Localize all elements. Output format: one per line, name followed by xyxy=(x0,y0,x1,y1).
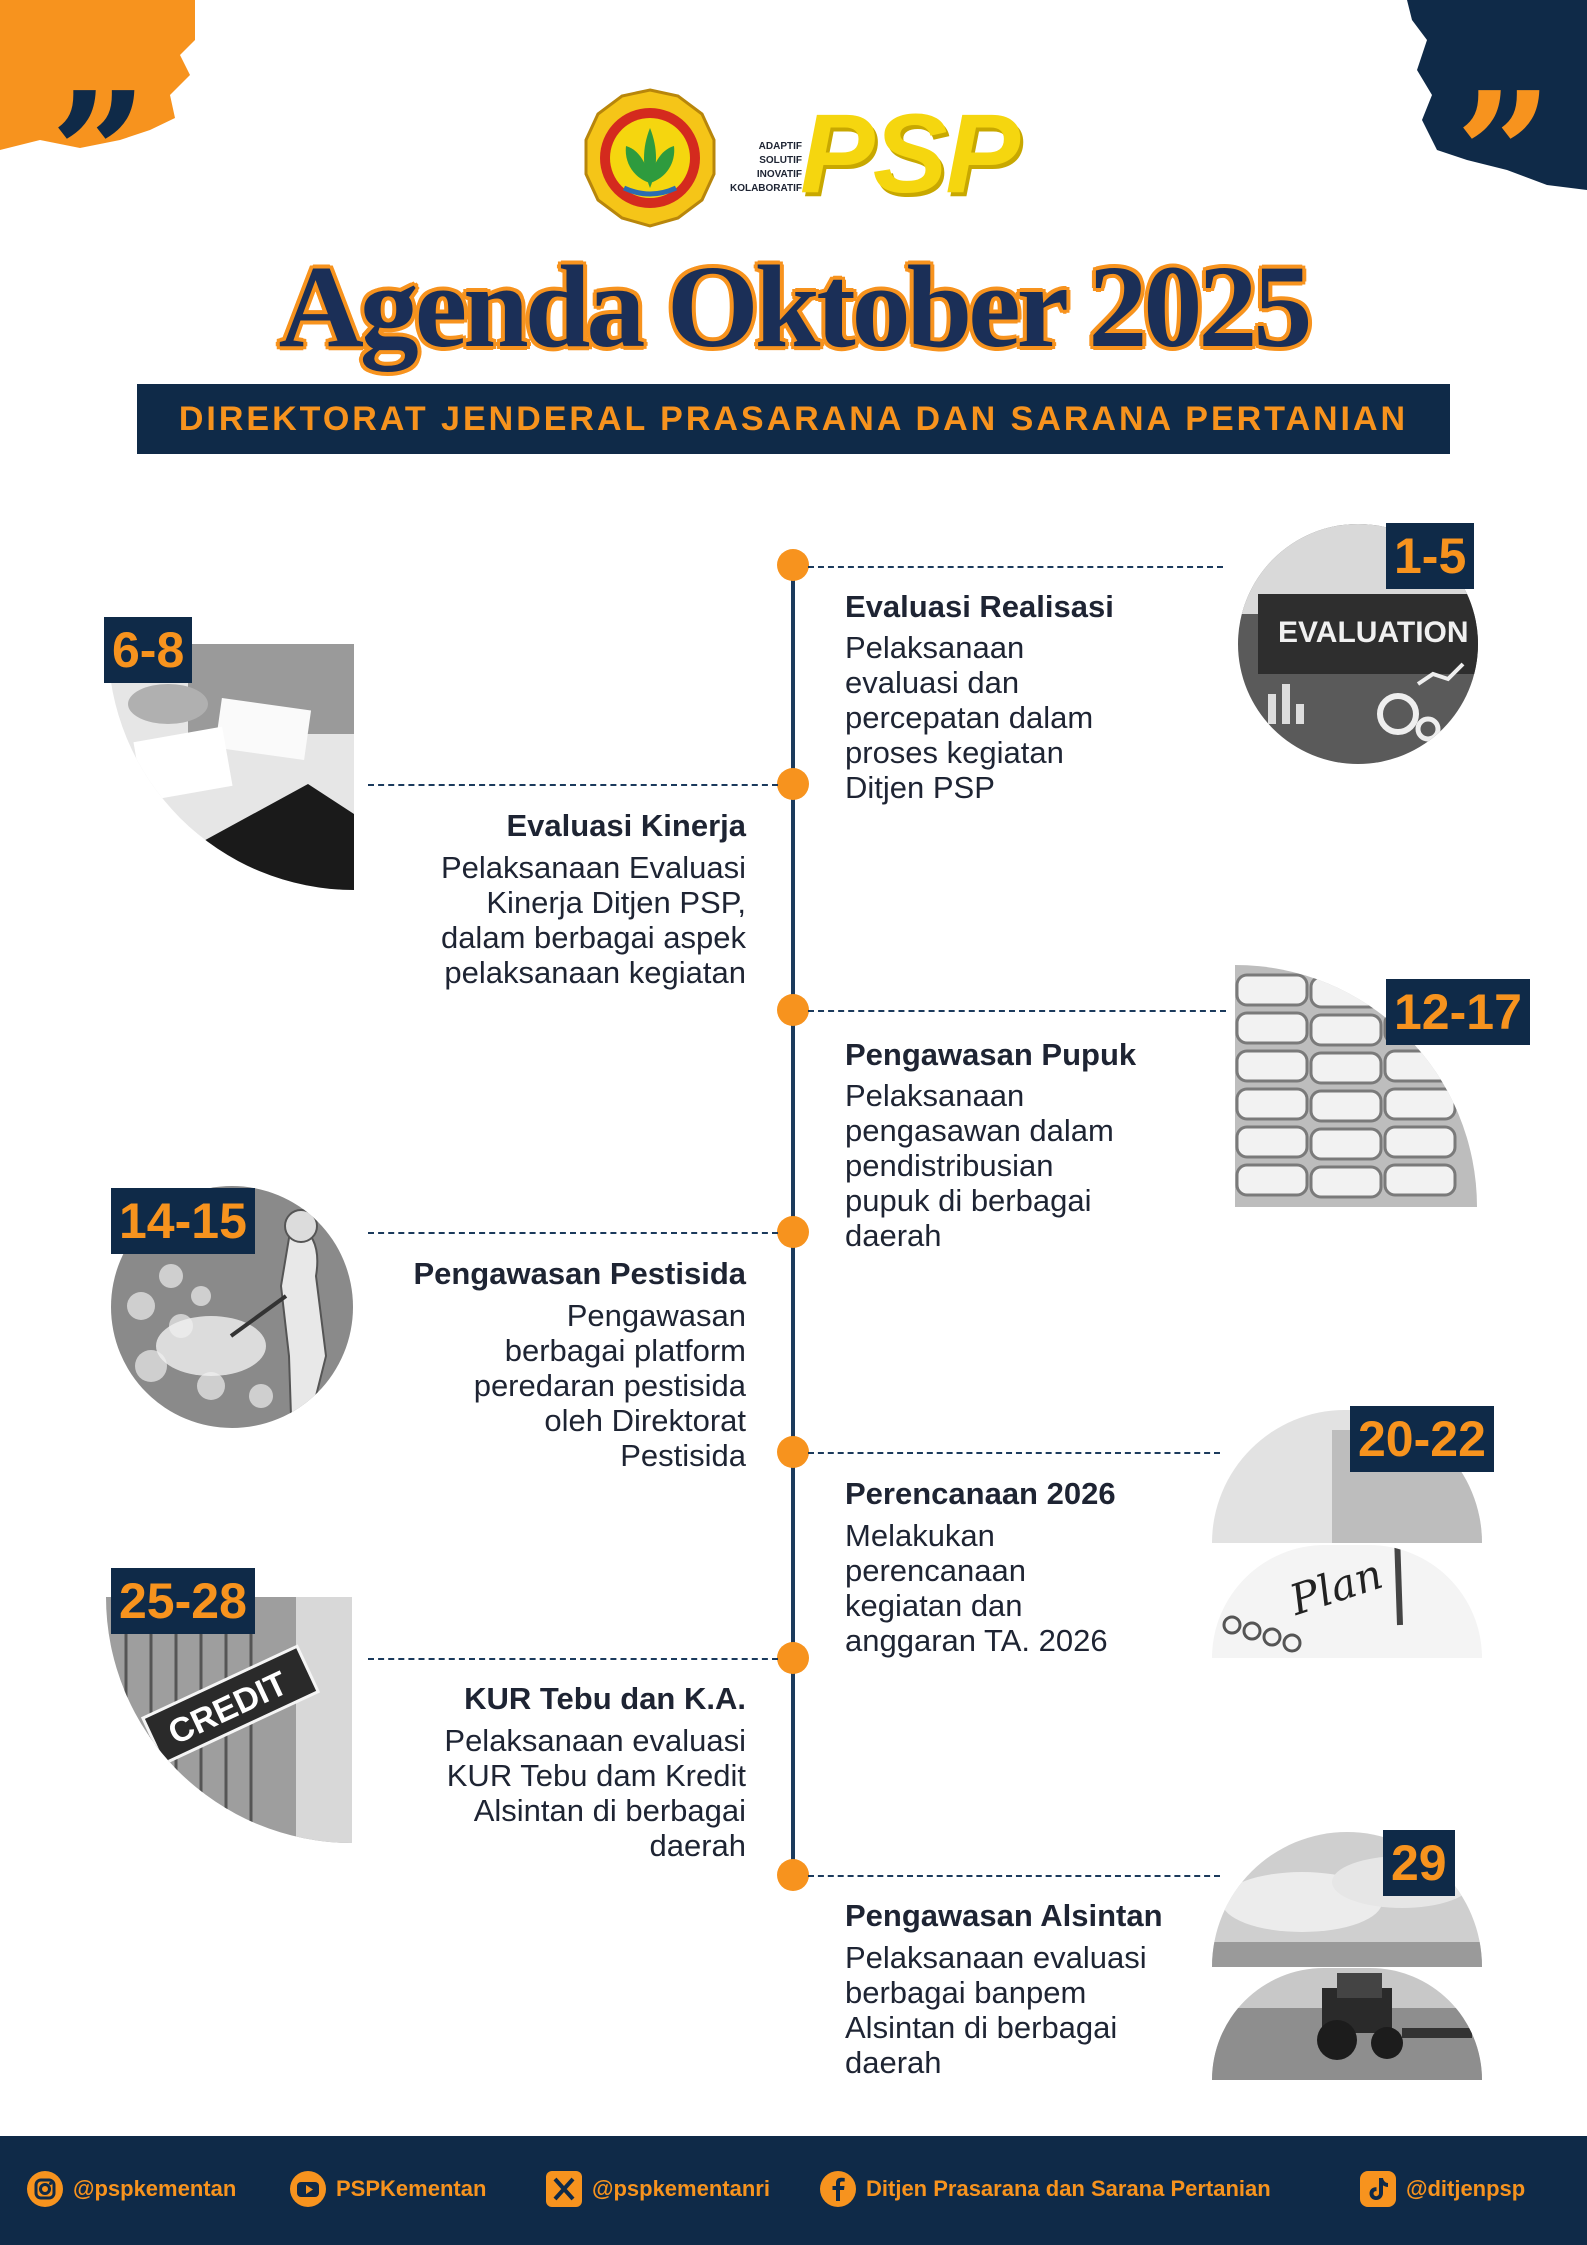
quote-mark-right-icon: ” xyxy=(1455,55,1553,255)
event-date-badge: 25-28 xyxy=(111,1568,255,1634)
event-description-line: daerah xyxy=(845,1218,942,1253)
event-description-line: berbagai banpem xyxy=(845,1975,1087,2010)
social-facebook[interactable] xyxy=(818,2166,1271,2212)
event-description-line: Melakukan xyxy=(845,1518,995,1553)
facebook-icon xyxy=(818,2169,858,2209)
credit-image-text: CREDIT xyxy=(162,1664,294,1753)
page-title: Agenda Oktober 2025 xyxy=(278,241,1309,372)
event-description xyxy=(845,1518,1185,1658)
tractor-field-image xyxy=(1212,1968,1482,2080)
event-description-line: Alsintan di berbagai xyxy=(845,2010,1118,2045)
event-description-line: pendistribusian xyxy=(845,1148,1054,1183)
youtube-icon xyxy=(288,2169,328,2209)
ministry-emblem-logo xyxy=(582,88,718,228)
tagline-word: INOVATIF xyxy=(756,169,802,180)
event-title: Evaluasi Kinerja xyxy=(506,808,746,843)
timeline-dot xyxy=(777,994,809,1026)
social-x[interactable] xyxy=(544,2166,770,2212)
event-description-line: dalam berbagai aspek xyxy=(440,920,746,955)
event-description-line: Pestisida xyxy=(620,1438,746,1473)
event-description-line: KUR Tebu dam Kredit xyxy=(446,1758,746,1793)
event-description-line: Pelaksanaan Evaluasi xyxy=(440,850,746,885)
timeline-dot xyxy=(777,549,809,581)
timeline-dot xyxy=(777,1436,809,1468)
event-date-badge: 6-8 xyxy=(104,617,192,683)
event-date-badge: 29 xyxy=(1383,1830,1455,1896)
event-description xyxy=(845,1078,1185,1253)
plan-image-text: Plan xyxy=(1283,1549,1389,1625)
x-icon xyxy=(544,2169,584,2209)
event-description-line: pupuk di berbagai xyxy=(845,1183,1092,1218)
timeline-dot xyxy=(777,1642,809,1674)
event-description-line: daerah xyxy=(845,2045,942,2080)
event-description-line: Alsintan di berbagai xyxy=(473,1793,746,1828)
event-title: Pengawasan Pupuk xyxy=(845,1037,1137,1072)
timeline-dot xyxy=(777,1216,809,1248)
event-description xyxy=(380,1723,746,1863)
connector-line xyxy=(808,566,1223,568)
event-description xyxy=(380,850,746,990)
event-date-badge: 14-15 xyxy=(111,1188,255,1254)
event-date-badge: 20-22 xyxy=(1350,1406,1494,1472)
event-description-line: pelaksanaan kegiatan xyxy=(444,955,746,990)
social-label: @pspkementanri xyxy=(592,2176,770,2201)
page-subtitle: DIREKTORAT JENDERAL PRASARANA DAN SARANA PERTANIAN xyxy=(178,400,1409,438)
event-description-line: percepatan dalam xyxy=(845,700,1094,735)
evaluation-image-text: EVALUATION xyxy=(1278,616,1469,649)
event-description-line: pengasawan dalam xyxy=(845,1113,1114,1148)
connector-line xyxy=(808,1452,1220,1454)
social-label: @pspkementan xyxy=(73,2176,237,2201)
event-description-line: Pengawasan xyxy=(566,1298,746,1333)
event-description-line: berbagai platform xyxy=(504,1333,746,1368)
event-title: KUR Tebu dan K.A. xyxy=(464,1681,746,1716)
event-description xyxy=(380,1298,746,1473)
connector-line xyxy=(368,784,778,786)
social-label: Ditjen Prasarana dan Sarana Pertanian xyxy=(866,2176,1271,2201)
event-description-line: evaluasi dan xyxy=(845,665,1020,700)
brand-tagline xyxy=(706,140,802,196)
event-title: Evaluasi Realisasi xyxy=(845,589,1114,624)
event-description-line: daerah xyxy=(649,1828,746,1863)
connector-line xyxy=(808,1010,1226,1012)
event-description-line: Kinerja Ditjen PSP, xyxy=(486,885,746,920)
quote-mark-left-icon: ” xyxy=(50,55,148,255)
event-description-line: Pelaksanaan evaluasi xyxy=(444,1723,746,1758)
event-title: Pengawasan Pestisida xyxy=(413,1256,746,1291)
social-instagram[interactable] xyxy=(25,2166,236,2212)
social-label: PSPKementan xyxy=(336,2176,487,2201)
event-description-line: Pelaksanaan evaluasi xyxy=(845,1940,1147,1975)
plan-notebook-image xyxy=(1212,1545,1482,1658)
event-description-line: Ditjen PSP xyxy=(845,770,995,805)
event-description-line: oleh Direktorat xyxy=(544,1403,746,1438)
instagram-icon xyxy=(25,2169,65,2209)
social-youtube[interactable] xyxy=(288,2166,486,2212)
timeline-dot xyxy=(777,768,809,800)
event-description-line: Pelaksanaan xyxy=(845,630,1025,665)
social-label: @ditjenpsp xyxy=(1406,2176,1526,2201)
tagline-word: KOLABORATIF xyxy=(729,183,802,194)
tagline-word: ADAPTIF xyxy=(758,141,802,152)
event-title: Perencanaan 2026 xyxy=(845,1476,1116,1511)
connector-line xyxy=(368,1658,778,1660)
connector-line xyxy=(808,1875,1220,1877)
event-description-line: anggaran TA. 2026 xyxy=(845,1623,1108,1658)
event-description-line: peredaran pestisida xyxy=(473,1368,746,1403)
event-date-badge: 12-17 xyxy=(1386,979,1530,1045)
event-description-line: perencanaan xyxy=(845,1553,1026,1588)
connector-line xyxy=(368,1232,778,1234)
social-tiktok[interactable] xyxy=(1358,2166,1525,2212)
event-title: Pengawasan Alsintan xyxy=(845,1898,1163,1933)
timeline-dot xyxy=(777,1859,809,1891)
event-description-line: Pelaksanaan xyxy=(845,1078,1025,1113)
footer-bar xyxy=(0,2136,1587,2245)
tagline-word: SOLUTIF xyxy=(759,155,802,166)
event-description xyxy=(845,630,1185,805)
event-description-line: proses kegiatan xyxy=(845,735,1064,770)
event-date-badge: 1-5 xyxy=(1386,523,1474,589)
tiktok-icon xyxy=(1358,2169,1398,2209)
event-description-line: kegiatan dan xyxy=(845,1588,1023,1623)
event-description xyxy=(845,1940,1185,2080)
psp-logo-text: PSP xyxy=(800,91,1019,216)
